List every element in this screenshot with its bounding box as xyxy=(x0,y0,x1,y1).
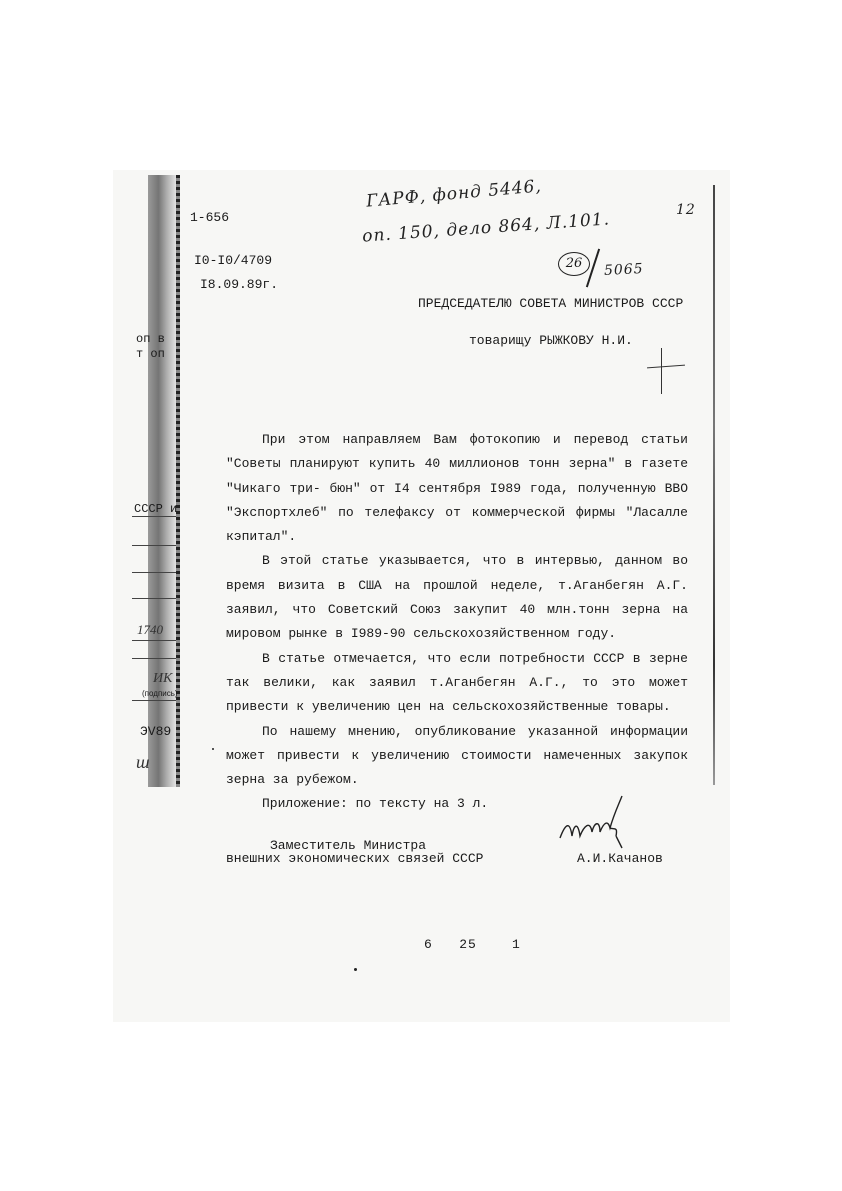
letter-body xyxy=(226,428,688,817)
circled-number: 26 xyxy=(558,252,590,276)
margin-signature-3: ш xyxy=(136,752,150,772)
page-code: 6 25 1 xyxy=(424,937,521,952)
speck xyxy=(354,968,357,971)
margin-rule xyxy=(132,640,176,641)
margin-rule xyxy=(132,700,176,701)
handwritten-signature xyxy=(556,792,636,852)
attachment-note: Приложение: по тексту на 3 л. xyxy=(262,796,489,812)
archive-note-line2: оп. 150, дело 864, Л.101. xyxy=(361,209,611,247)
margin-podpis: (подпись) xyxy=(142,689,178,698)
margin-rule xyxy=(132,598,176,599)
addressee-line1: ПРЕДСЕДАТЕЛЮ СОВЕТА МИНИСТРОВ СССР xyxy=(418,296,684,311)
paragraph-3: В статье отмечается, что если потребности СССР в зерне так велики, как заявил т.Аганбегян А.Г., то это может привести к увеличению цен на сельскохозяйственные товары. xyxy=(226,650,688,715)
ref-date: I8.09.89г. xyxy=(200,277,279,292)
paragraph-1: При этом направляем Вам фотокопию и перевод статьи "Советы планируют купить 40 миллионов тонн зерна" в газете "Чикаго три- бюн" от I4 сентября I989 года, полученную ВВО "Экспортхлеб" по телефаксу от коммерческой фирмы "Ласалле кэпитал". xyxy=(226,432,688,545)
margin-signature-1: 1740 xyxy=(137,622,163,637)
ref-number-2: I0-I0/4709 xyxy=(194,253,273,268)
paragraph-4: По нашему мнению, опубликование указанной информации может привести к увеличению стоимости намеченных закупок зерна за рубежом. xyxy=(226,723,688,788)
margin-code: ЭV89 xyxy=(140,724,172,739)
margin-text-b: т оп xyxy=(136,347,165,361)
signer-title-1: Заместитель Министра xyxy=(270,838,427,853)
right-edge-line xyxy=(713,185,715,785)
speck xyxy=(212,748,214,750)
signer-title-2: внешних экономических связей СССР xyxy=(226,851,484,866)
margin-rule xyxy=(132,545,176,546)
incoming-number: 5065 xyxy=(603,260,645,280)
sheet-number: 12 xyxy=(676,202,696,218)
margin-rule xyxy=(132,572,176,573)
margin-text-a: оп в xyxy=(136,332,165,346)
cross-mark-vertical xyxy=(661,348,662,394)
margin-text-ussr: СССР и xyxy=(134,502,178,516)
margin-signature-2: ИК xyxy=(153,671,173,686)
margin-rule xyxy=(132,658,176,659)
ref-number-1: 1-656 xyxy=(190,210,230,225)
addressee-line2: товарищу РЫЖКОВУ Н.И. xyxy=(469,333,633,348)
paragraph-2: В этой статье указывается, что в интервью, данном во время визита в США на прошлой неделе, т.Аганбегян А.Г. заявил, что Советский Союз закупит 40 млн.тонн зерна на мировом рынке в I989-90 сельскохозяйственном году. xyxy=(226,553,688,642)
signer-name: А.И.Качанов xyxy=(577,851,663,866)
margin-rule xyxy=(132,516,176,517)
archive-note-line1: ГАРФ, фонд 5446, xyxy=(365,176,543,212)
